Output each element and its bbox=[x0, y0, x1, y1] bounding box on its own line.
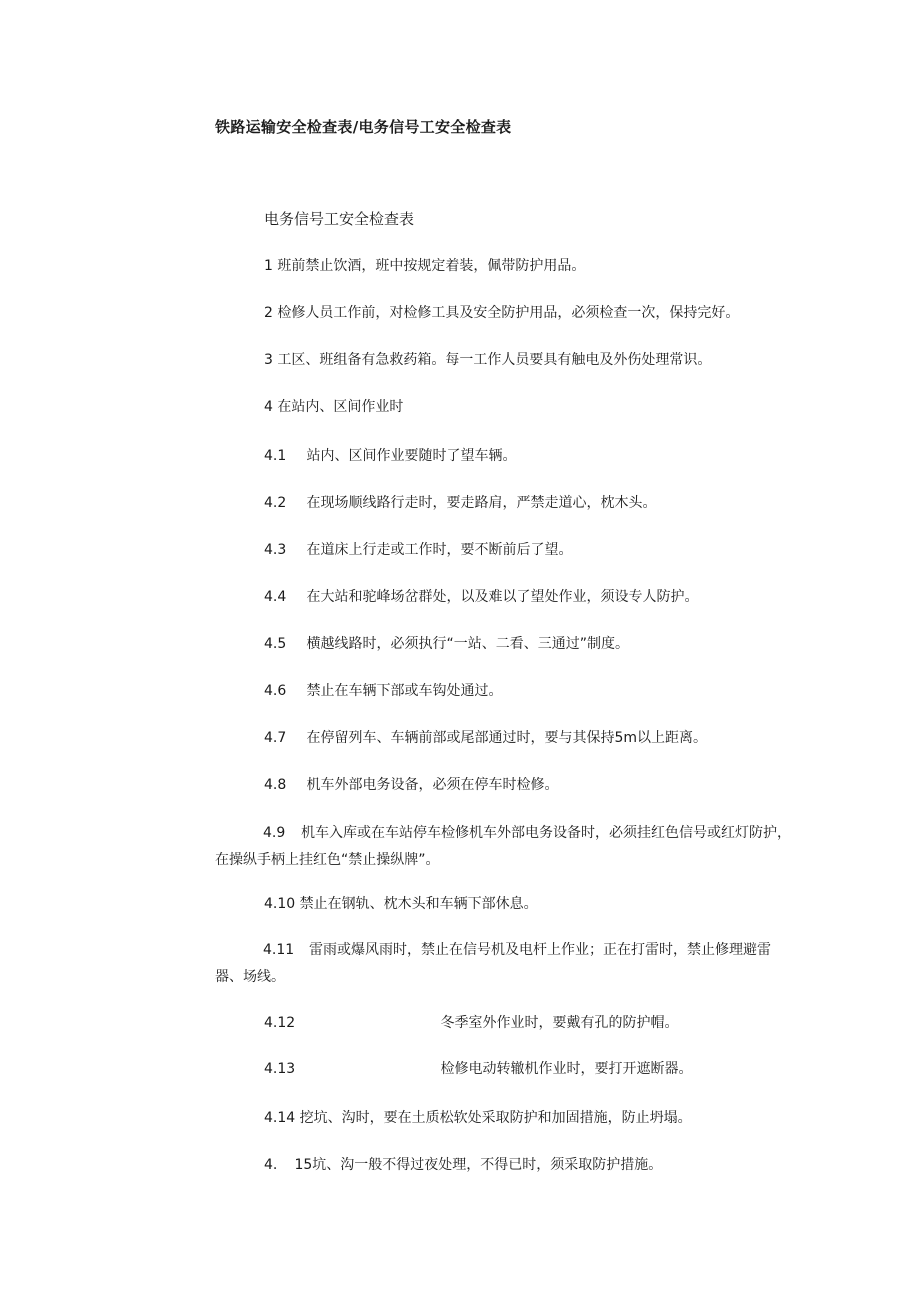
item-number: 4.2 bbox=[264, 495, 287, 511]
list-item bbox=[264, 586, 698, 608]
item-number: 1 bbox=[264, 258, 273, 274]
list-item bbox=[264, 774, 558, 796]
item-text: 15坑、沟一般不得过夜处理，不得已时，须采取防护措施。 bbox=[294, 1157, 663, 1173]
item-text: 检修人员工作前，对检修工具及安全防护用品，必须检查一次，保持完好。 bbox=[277, 305, 740, 321]
item-text: 在停留列车、车辆前部或尾部通过时，要与其保持5m以上距离。 bbox=[306, 730, 707, 746]
item-text: 冬季室外作业时，要戴有孔的防护帽。 bbox=[440, 1015, 679, 1031]
list-item bbox=[264, 302, 739, 324]
list-item bbox=[264, 1012, 678, 1034]
list-item bbox=[264, 893, 538, 915]
item-number: 4.14 bbox=[264, 1110, 296, 1126]
list-item bbox=[215, 937, 795, 991]
item-number: 4.12 bbox=[264, 1015, 296, 1031]
item-text: 班前禁止饮酒，班中按规定着装，佩带防护用品。 bbox=[277, 258, 586, 274]
list-item bbox=[264, 727, 707, 749]
list-item bbox=[264, 492, 656, 514]
item-text: 机车外部电务设备，必须在停车时检修。 bbox=[306, 777, 559, 793]
item-text: 在站内、区间作业时 bbox=[277, 399, 404, 415]
list-item bbox=[264, 1107, 692, 1129]
list-item bbox=[264, 255, 585, 277]
item-text: 站内、区间作业要随时了望车辆。 bbox=[306, 448, 517, 464]
item-text: 机车入库或在车站停车检修机车外部电务设备时，必须挂红色信号或红灯防护，在操纵手柄上挂红色“禁止操纵牌”。 bbox=[215, 825, 791, 868]
item-number: 4.8 bbox=[264, 777, 287, 793]
item-number: 4.4 bbox=[264, 589, 287, 605]
item-number: 4.3 bbox=[264, 542, 287, 558]
item-text: 禁止在钢轨、枕木头和车辆下部休息。 bbox=[299, 896, 538, 912]
section-title: 电务信号工安全检查表 bbox=[264, 210, 415, 228]
list-item bbox=[264, 633, 629, 655]
list-item bbox=[264, 680, 502, 702]
list-item bbox=[264, 396, 403, 418]
list-item bbox=[215, 820, 795, 874]
list-item bbox=[264, 445, 516, 467]
item-text: 雷雨或爆风雨时，禁止在信号机及电杆上作业；正在打雷时，禁止修理避雷器、场线。 bbox=[215, 942, 771, 985]
item-text: 横越线路时，必须执行“一站、二看、三通过”制度。 bbox=[306, 636, 629, 652]
item-number: 4.1 bbox=[264, 448, 287, 464]
item-number: 4.13 bbox=[264, 1061, 296, 1077]
list-item bbox=[264, 539, 572, 561]
item-number: 3 bbox=[264, 352, 273, 368]
item-text: 在现场顺线路行走时，要走路肩，严禁走道心，枕木头。 bbox=[306, 495, 657, 511]
item-text: 禁止在车辆下部或车钩处通过。 bbox=[306, 683, 503, 699]
item-number: 4.10 bbox=[264, 896, 296, 912]
item-number: 2 bbox=[264, 305, 273, 321]
item-text: 检修电动转辙机作业时，要打开遮断器。 bbox=[440, 1061, 693, 1077]
document-title: 铁路运输安全检查表/电务信号工安全检查表 bbox=[215, 118, 512, 136]
item-number: 4 bbox=[264, 399, 273, 415]
item-number: 4.5 bbox=[264, 636, 287, 652]
item-number: 4.9 bbox=[263, 825, 286, 841]
list-item bbox=[264, 1154, 662, 1176]
item-text: 在大站和驼峰场岔群处，以及难以了望处作业，须设专人防护。 bbox=[306, 589, 699, 605]
item-number: 4.7 bbox=[264, 730, 287, 746]
item-text: 在道床上行走或工作时，要不断前后了望。 bbox=[306, 542, 573, 558]
item-text: 挖坑、沟时，要在土质松软处采取防护和加固措施，防止坍塌。 bbox=[299, 1110, 692, 1126]
list-item bbox=[264, 1058, 692, 1080]
list-item bbox=[264, 349, 711, 371]
item-number: 4.11 bbox=[263, 942, 295, 958]
item-number: 4.6 bbox=[264, 683, 287, 699]
item-text: 工区、班组备有急救药箱。每一工作人员要具有触电及外伤处理常识。 bbox=[277, 352, 712, 368]
item-number: 4. bbox=[264, 1157, 278, 1173]
